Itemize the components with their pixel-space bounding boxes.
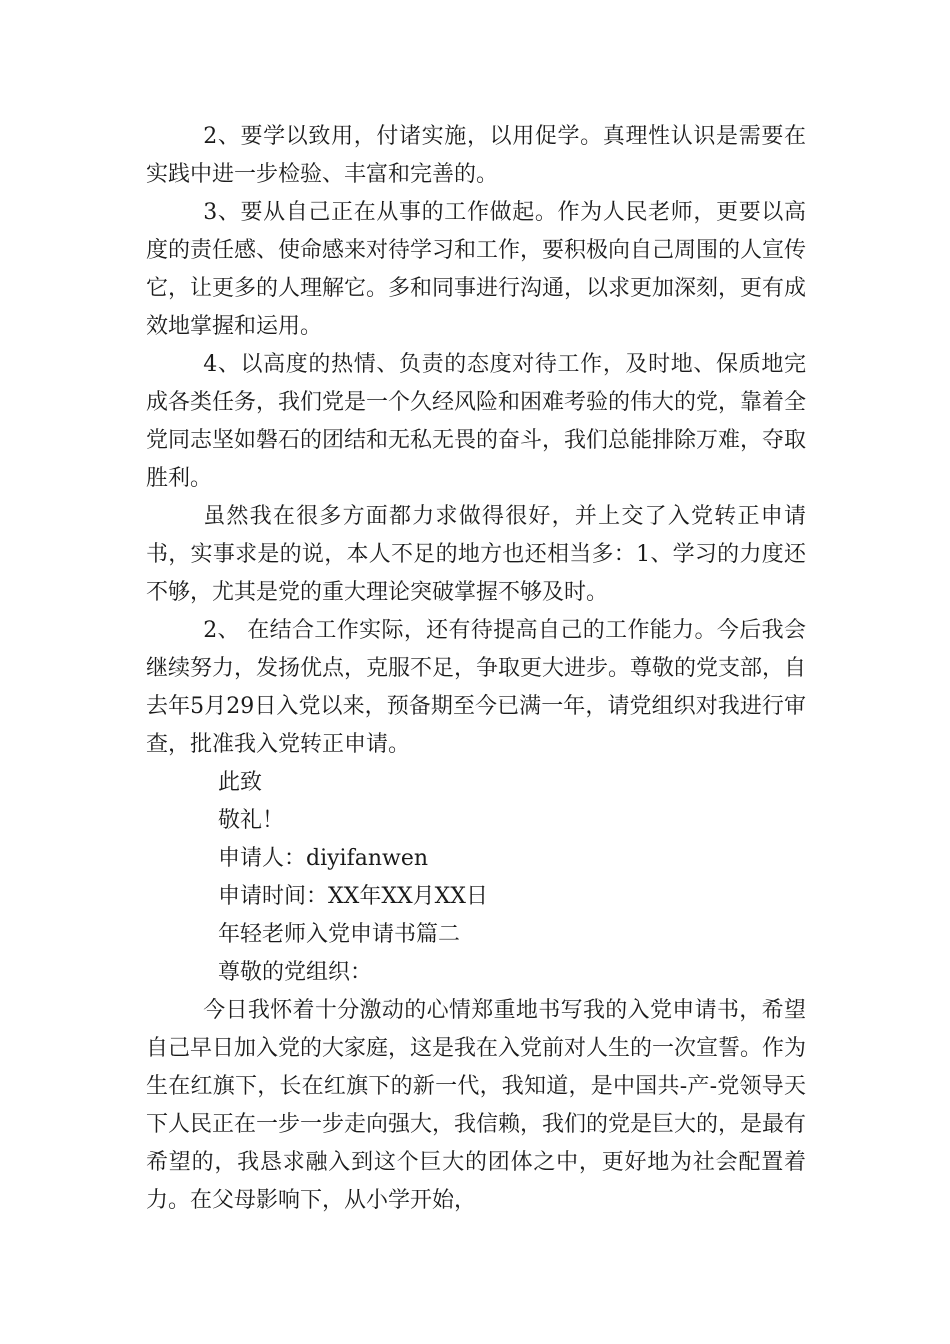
applicant-line: 申请人：diyifanwen [218, 846, 429, 871]
paragraph-improvement: 2、 在结合工作实际，还有待提高自己的工作能力。今后我会继续努力，发扬优点，克服不足，争取更大进步。尊敬的党支部，自去年5月29日入党以来，预备期至今已满一年，请党组织对我进行审查，批准我入党转正申请。 [146, 618, 807, 757]
section-title: 年轻老师入党申请书篇二 [218, 922, 461, 947]
paragraph-point-2: 2、要学以致用，付诸实施，以用促学。真理性认识是需要在实践中进一步检验、丰富和完善的。 [146, 124, 806, 187]
paragraph-point-4: 4、以高度的热情、负责的态度对待工作，及时地、保质地完成各类任务，我们党是一个久经风险和困难考验的伟大的党，靠着全党同志坚如磐石的团结和无私无畏的奋斗，我们总能排除万难，夺取胜利。 [146, 352, 807, 491]
paragraph-second-letter: 今日我怀着十分激动的心情郑重地书写我的入党申请书，希望自己早日加入党的大家庭，这是我在入党前对人生的一次宣誓。作为生在红旗下，长在红旗下的新一代，我知道，是中国共-产-党领导天下人民正在一步一步走向强大，我信赖，我们的党是巨大的，是最有希望的，我恳求融入到这个巨大的团体之中，更好地为社会配置着力。在父母影响下，从小学开始， [146, 998, 807, 1213]
date-line: 申请时间：XX年XX月XX日 [218, 884, 488, 909]
salute-line: 敬礼！ [218, 808, 285, 833]
greeting-line: 尊敬的党组织： [218, 960, 373, 985]
paragraph-point-3: 3、要从自己正在从事的工作做起。作为人民老师，更要以高度的责任感、使命感来对待学习和工作，要积极向自己周围的人宣传它，让更多的人理解它。多和同事进行沟通，以求更加深刻，更有成效地掌握和运用。 [146, 200, 807, 339]
paragraph-shortcomings: 虽然我在很多方面都力求做得很好，并上交了入党转正申请书，实事求是的说，本人不足的地方也还相当多：1、学习的力度还不够，尤其是党的重大理论突破掌握不够及时。 [146, 504, 806, 605]
document-body [146, 118, 806, 1220]
closing-line: 此致 [218, 770, 263, 795]
